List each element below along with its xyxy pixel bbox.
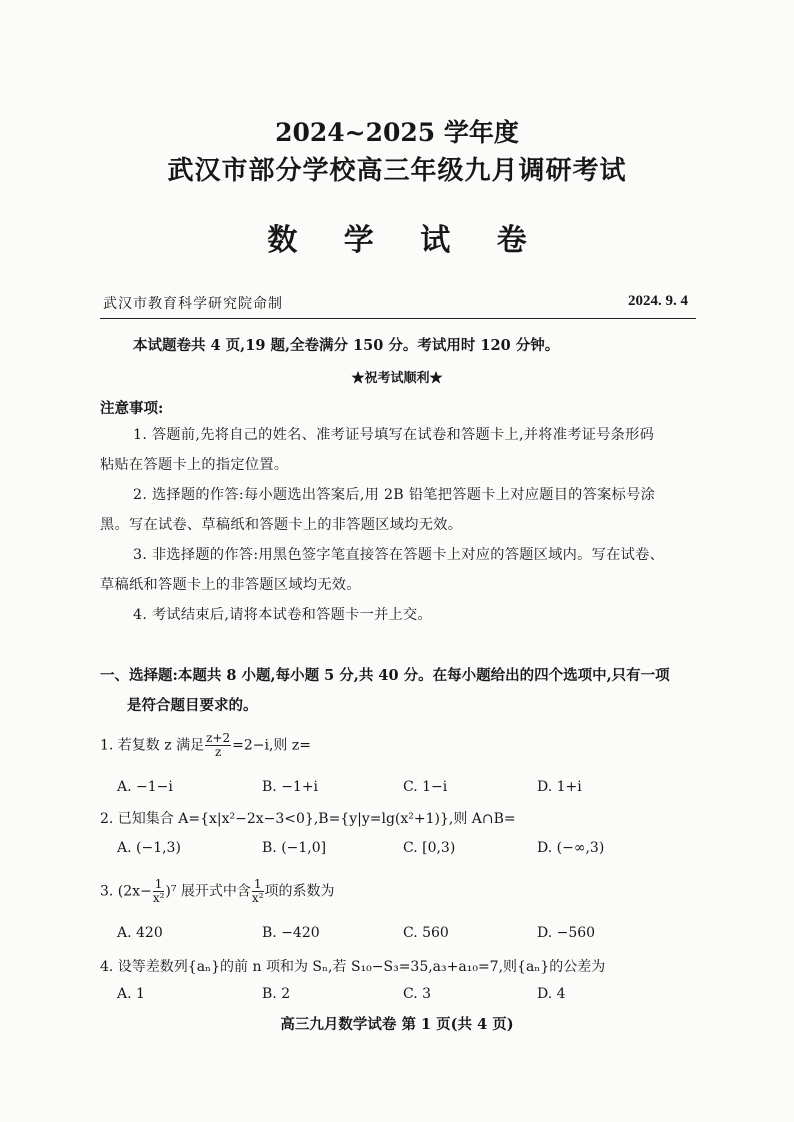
q2-option-c: C. [0,3) <box>403 840 456 856</box>
q1-prefix: 1. 若复数 z 满足 <box>100 737 205 754</box>
question-2: 2. 已知集合 A={x|x²−2x−3<0},B={y|y=lg(x²+1)},则 A∩B= <box>100 811 516 827</box>
q1-suffix: =2−i,则 z= <box>232 737 311 754</box>
question-1 <box>100 732 311 759</box>
q3-frac1-num: 1 <box>154 877 163 891</box>
subject-title: 数 学 试 卷 <box>267 223 545 258</box>
q3-mid: )⁷ 展开式中含 <box>165 883 251 900</box>
page-footer: 高三九月数学试卷 第 1 页(共 4 页) <box>280 1016 514 1033</box>
question-4: 4. 设等差数列{aₙ}的前 n 项和为 Sₙ,若 S₁₀−S₃=35,a₃+a₁₀=7,则{aₙ}的公差为 <box>100 959 606 975</box>
q3-frac2-den: x² <box>251 891 264 905</box>
q1-frac-den: z <box>214 745 222 759</box>
exam-summary: 本试题卷共 4 页,19 题,全卷满分 150 分。考试用时 120 分钟。 <box>133 337 560 354</box>
q2-option-a: A. (−1,3) <box>117 840 181 856</box>
q2-option-d: D. (−∞,3) <box>537 840 605 856</box>
notice-item-3-line-2: 草稿纸和答题卡上的非答题区域均无效。 <box>100 577 361 593</box>
q4-option-b: B. 2 <box>262 986 291 1002</box>
q3-prefix: 3. (2x− <box>100 883 152 900</box>
q3-suffix: 项的系数为 <box>264 883 335 900</box>
year-line: 2024~2025 学年度 <box>275 118 519 147</box>
notice-item-1-line-1: 1. 答题前,先将自己的姓名、准考证号填写在试卷和答题卡上,并将准考证号条形码 <box>133 427 655 443</box>
q3-option-d: D. −560 <box>537 925 596 941</box>
notice-item-1-line-2: 粘贴在答题卡上的指定位置。 <box>100 457 289 473</box>
publisher: 武汉市教育科学研究院命制 <box>103 296 283 312</box>
good-luck-wish: ★祝考试顺利★ <box>351 371 443 386</box>
q1-option-b: B. −1+i <box>262 779 319 795</box>
notice-item-4: 4. 考试结束后,请将本试卷和答题卡一并上交。 <box>133 607 433 623</box>
q1-option-a: A. −1−i <box>117 779 173 795</box>
notice-item-2-line-2: 黑。写在试卷、草稿纸和答题卡上的非答题区域均无效。 <box>100 517 463 533</box>
question-3 <box>100 878 335 905</box>
q4-option-d: D. 4 <box>537 986 566 1002</box>
q3-fraction-1 <box>153 878 165 905</box>
header-rule <box>100 318 696 319</box>
q3-option-b: B. −420 <box>262 925 320 941</box>
exam-date: 2024. 9. 4 <box>628 293 688 309</box>
q3-frac1-den: x² <box>152 891 165 905</box>
q3-option-a: A. 420 <box>117 925 163 941</box>
q2-option-b: B. (−1,0] <box>262 840 327 856</box>
section-1-heading-line-1: 一、选择题:本题共 8 小题,每小题 5 分,共 40 分。在每小题给出的四个选项中,只有一项 <box>100 667 670 684</box>
q1-frac-num: z+2 <box>206 731 231 745</box>
q4-option-a: A. 1 <box>117 986 145 1002</box>
notice-item-3-line-1: 3. 非选择题的作答:用黑色签字笔直接答在答题卡上对应的答题区域内。写在试卷、 <box>133 547 665 563</box>
q3-option-c: C. 560 <box>403 925 449 941</box>
q1-option-c: C. 1−i <box>403 779 448 795</box>
notice-item-2-line-1: 2. 选择题的作答:每小题选出答案后,用 2B 铅笔把答题卡上对应题目的答案标号涂 <box>133 487 656 503</box>
q1-fraction <box>205 732 231 759</box>
notice-heading: 注意事项: <box>100 400 164 417</box>
exam-title: 武汉市部分学校高三年级九月调研考试 <box>167 156 627 186</box>
q4-option-c: C. 3 <box>403 986 432 1002</box>
section-1-heading-line-2: 是符合题目要求的。 <box>127 697 258 714</box>
q3-fraction-2 <box>252 878 264 905</box>
q1-option-d: D. 1+i <box>537 779 582 795</box>
q3-frac2-num: 1 <box>253 877 262 891</box>
